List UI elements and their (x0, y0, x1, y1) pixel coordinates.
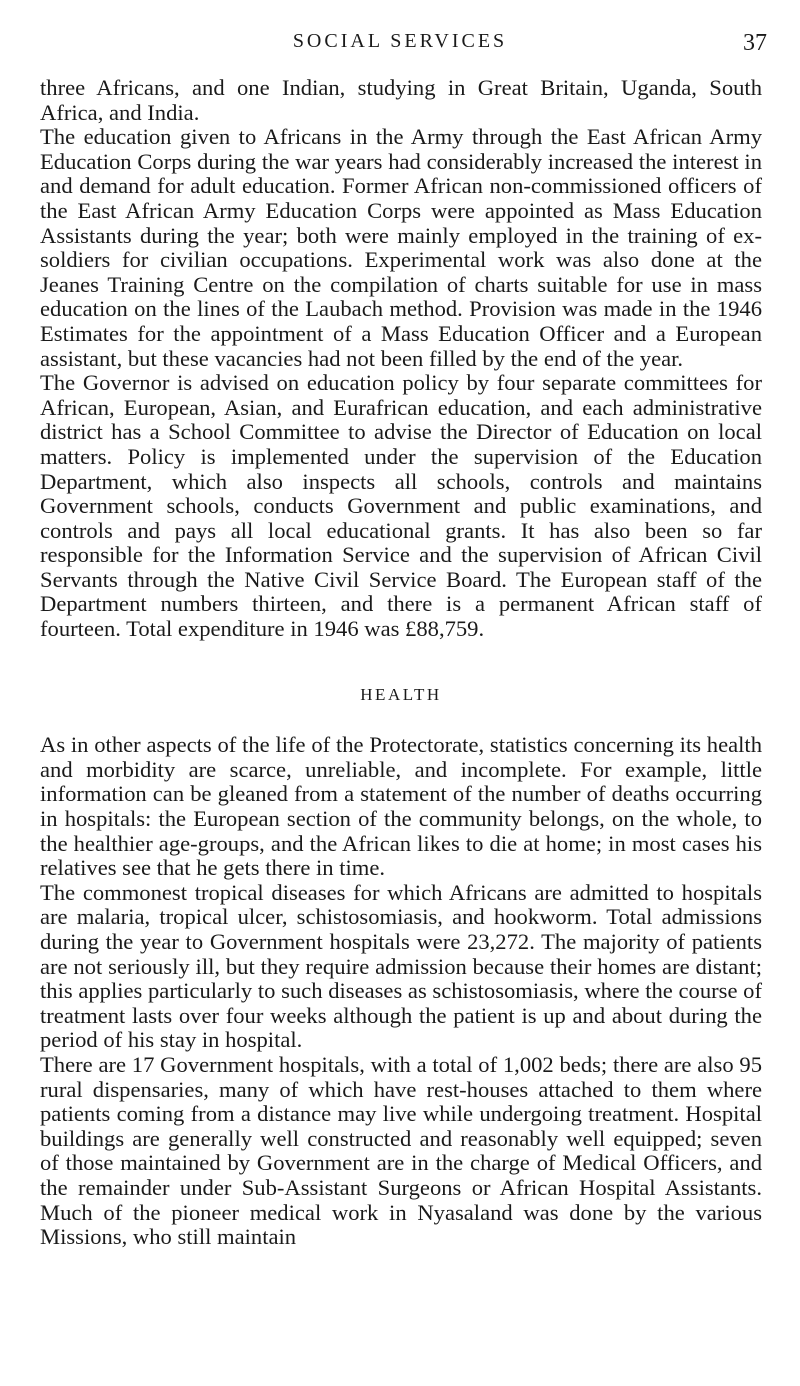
page-number: 37 (743, 30, 767, 56)
section-heading-health: HEALTH (360, 684, 442, 704)
running-title: SOCIAL SERVICES (292, 30, 508, 52)
running-head (0, 30, 800, 60)
paragraph-education-policy: The Governor is advised on education policy by four separate committees for African, European, Asian, and Eurafrican education, and each administrative district has a School Committee to advise the Director of Education on local matters. Policy is implemented under the supervision of the Education Department, which also inspects all schools, controls and maintains Government schools, conducts Government and public examinations, and controls and pays all local educational grants. It has also been so far responsible for the Information Service and the supervision of African Civil Servants through the Native Civil Service Board. The European staff of the Department numbers thirteen, and there is a permanent African staff of fourteen. Total expenditure in 1946 was £88,759. (40, 370, 762, 642)
paragraph-hospitals: There are 17 Government hospitals, with a total of 1,002 beds; there are also 95 rural dispensaries, many of which have rest-houses attached to them where patients coming from a distance may live while undergoing treatment. Hospital buildings are generally well constructed and reasonably well equipped; seven of those maintained by Government are in the charge of Medical Officers, and the remainder under Sub-Assistant Surgeons or African Hospital Assistants. Much of the pioneer medical work in Nyasaland was done by the various Missions, who still maintain (40, 1051, 762, 1250)
paragraph-adult-education: The education given to Africans in the Army through the East African Army Education Corps during the war years had considerably increased the interest in and demand for adult education. Former African non-commissioned officers of the East African Army Education Corps were appointed as Mass Education Assistants during the year; both were mainly employed in the training of ex-soldiers for civilian occupations. Experimental work was also done at the Jeanes Training Centre on the compilation of charts suitable for use in mass education on the lines of the Laubach method. Provision was made in the 1946 Estimates for the appointment of a Mass Education Officer and a European assistant, but these vacancies had not been filled by the end of the year. (40, 124, 762, 371)
paragraph-tropical-diseases: The commonest tropical diseases for which Africans are admitted to hospitals are malaria, tropical ulcer, schistosomiasis, and hookworm. Total admissions during the year to Government hospitals were 23,272. The majority of patients are not seriously ill, but they require admission because their homes are distant; this applies particularly to such diseases as schistosomiasis, where the course of treatment lasts over four weeks although the patient is up and about during the period of his stay in hospital. (40, 879, 762, 1053)
paragraph-health-statistics: As in other aspects of the life of the Protectorate, statistics concerning its health and morbidity are scarce, unreliable, and incomplete. For example, little information can be gleaned from a statement of the number of deaths occurring in hospitals: the European section of the community belongs, on the whole, to the healthier age-groups, and the African likes to die at home; in most cases his relatives see that he gets there in time. (40, 732, 762, 881)
paragraph-continuation: three Africans, and one Indian, studying in Great Britain, Uganda, South Africa, and India. (40, 75, 762, 125)
body-text (40, 76, 762, 1250)
